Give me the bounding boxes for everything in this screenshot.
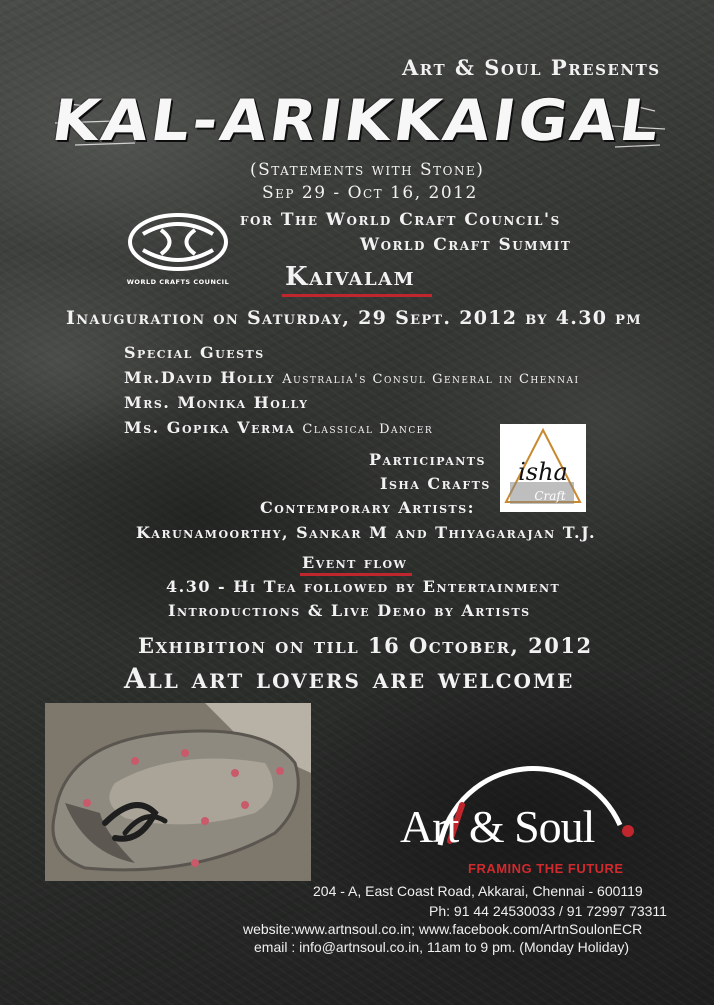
event-flow-underline <box>300 573 412 576</box>
exhibition-line: Exhibition on till 16 October, 2012 <box>138 633 593 658</box>
sculpture-illustration <box>45 703 311 881</box>
art-and-soul-brand: Art & Soul <box>400 801 595 852</box>
isha-logo-sub: Craft <box>534 489 566 503</box>
guest-2 <box>124 393 308 412</box>
special-guests-heading: Special Guests <box>124 343 265 362</box>
event-subtitle: (Statements with Stone) <box>250 160 485 180</box>
guest-name: Mrs. Monika Holly <box>124 393 309 412</box>
contact-phone: Ph: 91 44 24530033 / 91 72997 73311 <box>429 903 667 919</box>
presents-line: Art & Soul Presents <box>402 55 661 80</box>
participant-group: Isha Crafts <box>380 474 491 493</box>
guest-role: Australia's Consul General in Chennai <box>282 372 580 387</box>
stone-sculpture-photo <box>45 703 311 881</box>
isha-triangle-icon <box>500 424 586 512</box>
event-dates: Sep 29 - Oct 16, 2012 <box>262 183 478 203</box>
wcc-logo-label: WORLD CRAFTS COUNCIL <box>126 278 230 286</box>
contact-email: email : info@artnsoul.co.in, 11am to 9 pm. (Monday Holiday) <box>254 939 630 955</box>
guest-name: Mr.David Holly <box>124 368 276 387</box>
venue-name: Kaivalam <box>285 262 416 292</box>
guest-1 <box>124 368 580 387</box>
event-flow-item: 4.30 - Hi Tea followed by Entertainment <box>166 577 561 596</box>
guest-role: Classical Dancer <box>302 422 434 437</box>
inauguration-line: Inauguration on Saturday, 29 Sept. 2012 by 4.30 pm <box>66 307 642 329</box>
event-flow-item: Introductions & Live Demo by Artists <box>168 601 531 620</box>
guest-name: Ms. Gopika Verma <box>124 418 296 437</box>
venue-underline <box>282 294 432 297</box>
event-title: KAL-ARIKKAIGAL <box>47 87 667 155</box>
participants-heading: Participants <box>369 450 486 469</box>
contemporary-artists-heading: Contemporary Artists: <box>260 498 476 517</box>
artists-list: Karunamoorthy, Sankar M and Thiyagarajan T.J. <box>136 523 597 542</box>
contact-website: website:www.artnsoul.co.in; www.facebook.com/ArtnSoulonECR <box>243 921 643 937</box>
event-flow-heading: Event flow <box>302 553 408 572</box>
welcome-line: All art lovers are welcome <box>124 662 575 695</box>
isha-logo-word: isha <box>518 458 568 486</box>
occasion-line-1: for The World Craft Council's <box>240 210 561 230</box>
guest-3 <box>124 418 433 437</box>
contact-address: 204 - A, East Coast Road, Akkarai, Chennai - 600119 <box>313 883 643 899</box>
brand-tagline: FRAMING THE FUTURE <box>468 861 624 876</box>
occasion-line-2: World Craft Summit <box>360 235 572 255</box>
isha-crafts-logo <box>500 424 586 512</box>
